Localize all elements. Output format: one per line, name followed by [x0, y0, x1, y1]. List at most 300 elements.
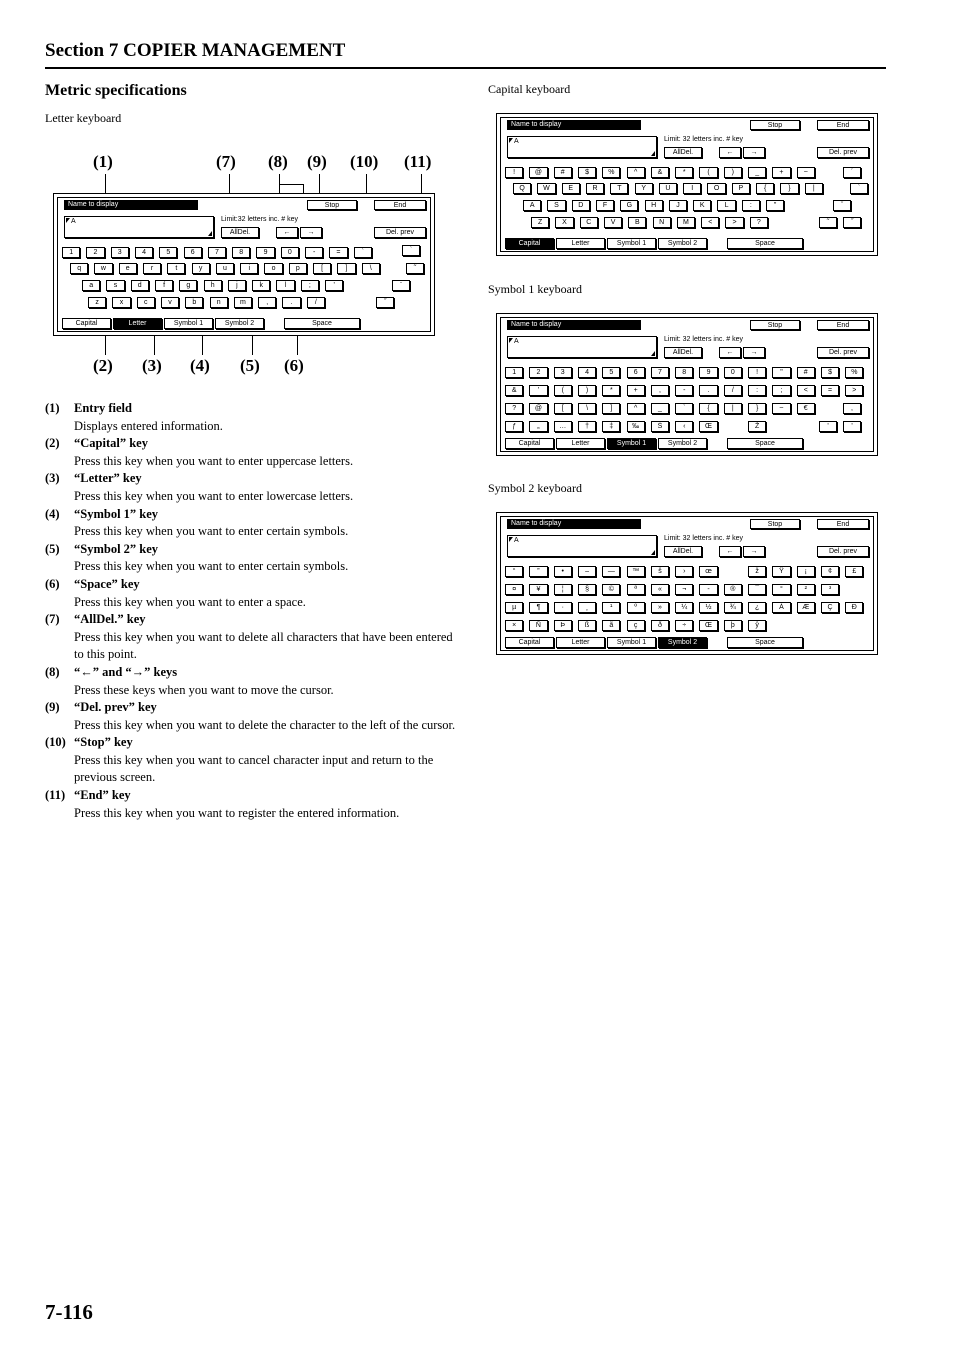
char-key[interactable]: ] — [337, 263, 355, 274]
char-key[interactable]: $ — [578, 167, 596, 178]
char-key[interactable]: " — [766, 200, 784, 211]
char-key[interactable]: • — [554, 566, 572, 577]
char-key[interactable]: . — [282, 297, 300, 308]
char-key[interactable]: ß — [578, 620, 596, 631]
char-key[interactable]: ~ — [797, 167, 815, 178]
accent-key[interactable]: ' — [843, 421, 861, 432]
char-key[interactable]: ² — [797, 584, 815, 595]
char-key[interactable]: # — [797, 367, 815, 378]
char-key[interactable]: } — [780, 183, 798, 194]
symbol1-tab[interactable]: Symbol 1 — [164, 318, 213, 329]
stop-button[interactable]: Stop — [750, 320, 800, 330]
accent-key[interactable]: , — [843, 403, 861, 414]
char-key[interactable]: œ — [699, 566, 717, 577]
char-key[interactable]: 0 — [281, 247, 299, 258]
symbol2-tab[interactable]: Symbol 2 — [658, 238, 707, 249]
capital-keyboard-panel — [496, 113, 878, 256]
char-key[interactable]: $ — [821, 367, 839, 378]
char-key[interactable]: 8 — [675, 367, 693, 378]
char-key[interactable]: l — [276, 280, 294, 291]
capital-tab[interactable]: Capital — [505, 637, 554, 648]
char-key[interactable]: ° — [772, 584, 790, 595]
char-key[interactable]: ( — [699, 167, 717, 178]
char-key[interactable]: š — [651, 566, 669, 577]
char-key[interactable]: { — [756, 183, 774, 194]
letter-tab[interactable]: Letter — [556, 637, 605, 648]
end-button[interactable]: End — [374, 200, 426, 210]
end-button[interactable]: End — [817, 320, 869, 330]
char-key[interactable]: 3 — [111, 247, 129, 258]
char-key[interactable]: _ — [748, 167, 766, 178]
char-key[interactable]: ` — [675, 403, 693, 414]
accent-key[interactable]: ' — [819, 421, 837, 432]
char-key[interactable]: £ — [845, 566, 863, 577]
char-key[interactable]: d — [131, 280, 149, 291]
entry-value: A — [514, 537, 519, 544]
char-key[interactable]: f — [155, 280, 173, 291]
char-key[interactable]: H — [645, 200, 663, 211]
char-key[interactable]: W — [537, 183, 555, 194]
accent-key[interactable]: ˝ — [376, 297, 394, 308]
char-key[interactable]: † — [578, 421, 596, 432]
char-key[interactable]: 1 — [62, 247, 80, 258]
char-key[interactable]: T — [610, 183, 628, 194]
char-key[interactable]: 5 — [159, 247, 177, 258]
del-prev-button[interactable]: Del. prev — [817, 147, 869, 158]
char-key[interactable]: , — [651, 385, 669, 396]
char-key[interactable]: C — [580, 217, 598, 228]
item-body: Press this key when you want to enter lowercase letters. — [74, 488, 354, 503]
letter-tab[interactable]: Letter — [113, 318, 162, 329]
limit-text: Limit: 32 letters inc. # key — [664, 136, 743, 143]
char-key[interactable]: 2 — [86, 247, 104, 258]
char-key[interactable]: ' — [529, 385, 547, 396]
char-key[interactable]: U — [659, 183, 677, 194]
char-key[interactable]: ¡ — [797, 566, 815, 577]
char-key[interactable]: < — [701, 217, 719, 228]
char-key[interactable]: § — [578, 584, 596, 595]
char-key[interactable]: À — [772, 602, 790, 613]
char-key[interactable]: × — [505, 620, 523, 631]
space-button[interactable]: Space — [727, 238, 803, 249]
del-prev-button[interactable]: Del. prev — [374, 227, 426, 238]
char-key[interactable]: X — [555, 217, 573, 228]
alldel-button[interactable]: AllDel. — [664, 347, 702, 358]
char-key[interactable]: Œ — [699, 620, 717, 631]
char-key[interactable]: S — [547, 200, 565, 211]
char-key[interactable]: e — [119, 263, 137, 274]
char-key[interactable]: s — [106, 280, 124, 291]
symbol2-tab[interactable]: Symbol 2 — [215, 318, 264, 329]
char-key[interactable]: ‹ — [675, 421, 693, 432]
cursor-left-button[interactable]: ← — [719, 347, 741, 358]
char-key[interactable]: ã — [602, 620, 620, 631]
callout-8: (8) — [268, 152, 288, 171]
char-key[interactable]: 4 — [135, 247, 153, 258]
entry-value: A — [71, 218, 76, 225]
entry-field[interactable] — [64, 216, 214, 238]
cursor-left-button[interactable]: ← — [719, 546, 741, 557]
char-key[interactable]: ! — [748, 367, 766, 378]
char-key[interactable]: ¶ — [529, 602, 547, 613]
char-key[interactable]: 7 — [651, 367, 669, 378]
item-term: “Symbol 2” key — [74, 541, 159, 556]
item-term: “←” and “→” keys — [74, 664, 178, 679]
char-key[interactable]: … — [554, 421, 572, 432]
char-key[interactable]: K — [693, 200, 711, 211]
char-key[interactable]: \ — [362, 263, 380, 274]
stop-button[interactable]: Stop — [750, 120, 800, 130]
letter-tab[interactable]: Letter — [556, 438, 605, 449]
item-body: Press this key when you want to enter certain symbols. — [74, 524, 349, 539]
entry-field[interactable] — [507, 535, 657, 557]
char-key[interactable]: ; — [772, 385, 790, 396]
char-key[interactable]: j — [228, 280, 246, 291]
char-key[interactable]: F — [596, 200, 614, 211]
del-prev-button[interactable]: Del. prev — [817, 347, 869, 358]
char-key[interactable]: ™ — [627, 566, 645, 577]
char-key[interactable]: ŷ — [748, 620, 766, 631]
char-key[interactable]: ¯ — [748, 584, 766, 595]
item-number: (3) — [45, 471, 60, 486]
char-key[interactable]: \ — [578, 403, 596, 414]
char-key[interactable]: A — [523, 200, 541, 211]
char-key[interactable]: Y — [635, 183, 653, 194]
item-body: Press this key when you want to register the entered information. — [74, 805, 400, 820]
char-key[interactable]: 5 — [602, 367, 620, 378]
char-key[interactable]: Q — [513, 183, 531, 194]
char-key[interactable]: ¤ — [505, 584, 523, 595]
char-key[interactable]: R — [586, 183, 604, 194]
description-item — [45, 541, 465, 576]
char-key[interactable]: ! — [505, 167, 523, 178]
accent-key[interactable]: ` — [402, 245, 420, 256]
alldel-button[interactable]: AllDel. — [664, 147, 702, 158]
char-key[interactable]: € — [797, 403, 815, 414]
description-item — [45, 699, 465, 734]
char-key[interactable]: L — [717, 200, 735, 211]
letter-tab[interactable]: Letter — [556, 238, 605, 249]
char-key[interactable]: 3 — [554, 367, 572, 378]
char-key[interactable]: G — [620, 200, 638, 211]
char-key[interactable]: Æ — [797, 602, 815, 613]
char-key[interactable]: Ÿ — [772, 566, 790, 577]
char-key[interactable]: – — [578, 566, 596, 577]
char-key[interactable]: ž — [748, 566, 766, 577]
alldel-button[interactable]: AllDel. — [664, 546, 702, 557]
char-key[interactable]: „ — [529, 421, 547, 432]
symbol2-tab[interactable]: Symbol 2 — [658, 438, 707, 449]
char-key[interactable]: ¦ — [554, 584, 572, 595]
cursor-right-button[interactable]: → — [743, 546, 765, 557]
char-key[interactable]: Ç — [821, 602, 839, 613]
char-key[interactable]: . — [699, 385, 717, 396]
char-key[interactable]: J — [669, 200, 687, 211]
accent-key[interactable]: ˇ — [833, 200, 851, 211]
callout-10: (10) — [350, 152, 379, 171]
char-key[interactable]: % — [602, 167, 620, 178]
accent-key[interactable]: ` — [850, 183, 868, 194]
char-key[interactable]: a — [82, 280, 100, 291]
entry-field[interactable] — [507, 336, 657, 358]
char-key[interactable]: ? — [505, 403, 523, 414]
char-key[interactable]: ? — [750, 217, 768, 228]
char-key[interactable]: ¸ — [578, 602, 596, 613]
char-key[interactable]: ‡ — [602, 421, 620, 432]
char-key[interactable]: @ — [529, 403, 547, 414]
char-key[interactable]: 9 — [256, 247, 274, 258]
char-key[interactable]: ‰ — [627, 421, 645, 432]
caption-capital: Capital keyboard — [488, 82, 571, 96]
capital-tab[interactable]: Capital — [505, 438, 554, 449]
char-key[interactable]: - — [699, 584, 717, 595]
char-key[interactable]: + — [627, 385, 645, 396]
char-key[interactable]: ( — [554, 385, 572, 396]
char-key[interactable]: I — [683, 183, 701, 194]
symbol1-tab[interactable]: Symbol 1 — [607, 238, 656, 249]
char-key[interactable]: O — [707, 183, 725, 194]
char-key[interactable]: ƒ — [505, 421, 523, 432]
char-key[interactable]: | — [724, 403, 742, 414]
char-key[interactable]: w — [94, 263, 112, 274]
capital-tab[interactable]: Capital — [505, 238, 554, 249]
char-key[interactable]: * — [675, 167, 693, 178]
char-key[interactable]: 1 — [505, 367, 523, 378]
char-key[interactable]: 8 — [232, 247, 250, 258]
char-key[interactable]: Ð — [845, 602, 863, 613]
char-key[interactable]: u — [216, 263, 234, 274]
char-key[interactable]: Œ — [699, 421, 717, 432]
cursor-right-button[interactable]: → — [743, 147, 765, 158]
char-key[interactable]: ð — [651, 620, 669, 631]
item-number: (7) — [45, 612, 60, 627]
char-key[interactable]: i — [240, 263, 258, 274]
char-key[interactable]: ª — [627, 584, 645, 595]
char-key[interactable]: } — [748, 403, 766, 414]
char-key[interactable]: + — [772, 167, 790, 178]
char-key[interactable]: › — [675, 566, 693, 577]
item-number: (1) — [45, 401, 60, 415]
description-item — [45, 576, 465, 611]
char-key[interactable]: ÷ — [675, 620, 693, 631]
char-key[interactable]: - — [675, 385, 693, 396]
char-key[interactable]: : — [748, 385, 766, 396]
char-key[interactable]: ” — [529, 566, 547, 577]
char-key[interactable]: 6 — [627, 367, 645, 378]
item-term: “AllDel.” key — [74, 612, 146, 627]
item-body: Press this key when you want to delete the character to the left of the cursor. — [74, 717, 456, 732]
char-key[interactable]: ¹ — [602, 602, 620, 613]
char-key[interactable]: y — [192, 263, 210, 274]
char-key[interactable]: n — [210, 297, 228, 308]
limit-text: Limit: 32 letters inc. # key — [664, 336, 743, 343]
char-key[interactable]: E — [562, 183, 580, 194]
subsection-title: Metric specifications — [45, 82, 187, 99]
char-key[interactable]: ) — [724, 167, 742, 178]
cursor-left-button[interactable]: ← — [276, 227, 298, 238]
char-key[interactable]: @ — [529, 167, 547, 178]
char-key[interactable]: D — [572, 200, 590, 211]
char-key[interactable]: ¥ — [529, 584, 547, 595]
space-button[interactable]: Space — [727, 637, 803, 648]
symbol1-keyboard-panel — [496, 313, 878, 456]
char-key[interactable]: " — [772, 367, 790, 378]
char-key[interactable]: N — [653, 217, 671, 228]
char-key[interactable]: » — [651, 602, 669, 613]
char-key[interactable]: ½ — [699, 602, 717, 613]
entry-value: A — [514, 338, 519, 345]
accent-key[interactable]: ˜ — [819, 217, 837, 228]
char-key[interactable]: º — [627, 602, 645, 613]
cursor-left-button[interactable]: ← — [719, 147, 741, 158]
char-key[interactable]: ¿ — [748, 602, 766, 613]
callout-5: (5) — [240, 356, 260, 375]
char-key[interactable]: * — [602, 385, 620, 396]
char-key[interactable]: % — [845, 367, 863, 378]
del-prev-button[interactable]: Del. prev — [817, 546, 869, 557]
char-key[interactable]: : — [742, 200, 760, 211]
char-key[interactable]: - — [305, 247, 323, 258]
stop-button[interactable]: Stop — [307, 200, 357, 210]
char-key[interactable]: t — [167, 263, 185, 274]
char-key[interactable]: { — [699, 403, 717, 414]
char-key[interactable]: « — [651, 584, 669, 595]
char-key[interactable]: g — [179, 280, 197, 291]
char-key[interactable]: k — [252, 280, 270, 291]
char-key[interactable]: [ — [313, 263, 331, 274]
char-key[interactable]: c — [137, 297, 155, 308]
capital-tab[interactable]: Capital — [62, 318, 111, 329]
description-item — [45, 664, 465, 699]
space-button[interactable]: Space — [727, 438, 803, 449]
description-item — [45, 470, 465, 505]
char-key[interactable]: h — [204, 280, 222, 291]
char-key[interactable]: B — [628, 217, 646, 228]
char-key[interactable]: µ — [505, 602, 523, 613]
char-key[interactable]: ³ — [821, 584, 839, 595]
char-key[interactable]: > — [845, 385, 863, 396]
symbol2-tab[interactable]: Symbol 2 — [658, 637, 707, 648]
char-key[interactable]: ' — [325, 280, 343, 291]
char-key[interactable]: ¢ — [821, 566, 839, 577]
char-key[interactable]: # — [554, 167, 572, 178]
alldel-button[interactable]: AllDel. — [221, 227, 259, 238]
cursor-right-button[interactable]: → — [300, 227, 322, 238]
callout-1: (1) — [93, 152, 113, 171]
item-number: (11) — [45, 788, 66, 803]
item-body: Press these keys when you want to move the cursor. — [74, 682, 334, 697]
accent-key[interactable]: ´ — [843, 167, 861, 178]
key-description-list — [45, 400, 465, 822]
char-key[interactable]: o — [264, 263, 282, 274]
char-key[interactable]: þ — [724, 620, 742, 631]
char-key[interactable]: & — [505, 385, 523, 396]
end-button[interactable]: End — [817, 120, 869, 130]
char-key[interactable]: 2 — [529, 367, 547, 378]
char-key[interactable]: 0 — [724, 367, 742, 378]
char-key[interactable]: ` — [354, 247, 372, 258]
char-key[interactable]: | — [805, 183, 823, 194]
char-key[interactable]: / — [724, 385, 742, 396]
char-key[interactable]: q — [70, 263, 88, 274]
char-key[interactable]: z — [88, 297, 106, 308]
char-key[interactable]: P — [732, 183, 750, 194]
char-key[interactable]: p — [289, 263, 307, 274]
accent-key[interactable]: ¨ — [392, 280, 410, 291]
char-key[interactable]: & — [651, 167, 669, 178]
char-key[interactable]: = — [821, 385, 839, 396]
char-key[interactable]: [ — [554, 403, 572, 414]
char-key[interactable]: ] — [602, 403, 620, 414]
char-key[interactable]: ¬ — [675, 584, 693, 595]
char-key[interactable]: ^ — [627, 167, 645, 178]
char-key[interactable]: Š — [651, 421, 669, 432]
item-term: Entry field — [74, 401, 132, 415]
char-key[interactable]: _ — [651, 403, 669, 414]
char-key[interactable]: © — [602, 584, 620, 595]
accent-key[interactable]: ˝ — [843, 217, 861, 228]
char-key[interactable]: ¾ — [724, 602, 742, 613]
item-term: “End” key — [74, 788, 131, 803]
char-key[interactable]: x — [112, 297, 130, 308]
accent-key[interactable]: ˜ — [406, 263, 424, 274]
char-key[interactable]: m — [234, 297, 252, 308]
char-key[interactable]: Ñ — [529, 620, 547, 631]
char-key[interactable]: > — [725, 217, 743, 228]
char-key[interactable]: ~ — [772, 403, 790, 414]
item-number: (10) — [45, 735, 66, 750]
symbol1-tab[interactable]: Symbol 1 — [607, 637, 656, 648]
char-key[interactable]: 7 — [208, 247, 226, 258]
char-key[interactable]: ç — [627, 620, 645, 631]
char-key[interactable]: ® — [724, 584, 742, 595]
item-body: Press this key when you want to delete all characters that have been entered to this point. — [74, 629, 453, 662]
end-button[interactable]: End — [817, 519, 869, 529]
char-key[interactable]: — — [602, 566, 620, 577]
char-key[interactable]: < — [797, 385, 815, 396]
char-key[interactable]: ¼ — [675, 602, 693, 613]
char-key[interactable]: · — [554, 602, 572, 613]
entry-value: A — [514, 138, 519, 145]
char-key[interactable]: 4 — [578, 367, 596, 378]
char-key[interactable]: 9 — [699, 367, 717, 378]
char-key[interactable]: ; — [301, 280, 319, 291]
char-key[interactable]: ) — [578, 385, 596, 396]
char-key[interactable]: b — [185, 297, 203, 308]
cursor-right-button[interactable]: → — [743, 347, 765, 358]
item-number: (6) — [45, 576, 60, 591]
symbol2-keyboard-panel — [496, 512, 878, 655]
entry-field[interactable] — [507, 136, 657, 158]
char-key[interactable]: 6 — [184, 247, 202, 258]
char-key[interactable]: / — [307, 297, 325, 308]
char-key[interactable]: Ž — [748, 421, 766, 432]
char-key[interactable]: , — [258, 297, 276, 308]
char-key[interactable]: = — [329, 247, 347, 258]
char-key[interactable]: v — [161, 297, 179, 308]
description-item — [45, 506, 465, 541]
char-key[interactable]: r — [143, 263, 161, 274]
char-key[interactable]: M — [677, 217, 695, 228]
char-key[interactable]: Þ — [554, 620, 572, 631]
char-key[interactable]: Z — [531, 217, 549, 228]
char-key[interactable]: ^ — [627, 403, 645, 414]
space-button[interactable]: Space — [284, 318, 360, 329]
char-key[interactable]: “ — [505, 566, 523, 577]
symbol1-tab[interactable]: Symbol 1 — [607, 438, 656, 449]
stop-button[interactable]: Stop — [750, 519, 800, 529]
char-key[interactable]: V — [604, 217, 622, 228]
